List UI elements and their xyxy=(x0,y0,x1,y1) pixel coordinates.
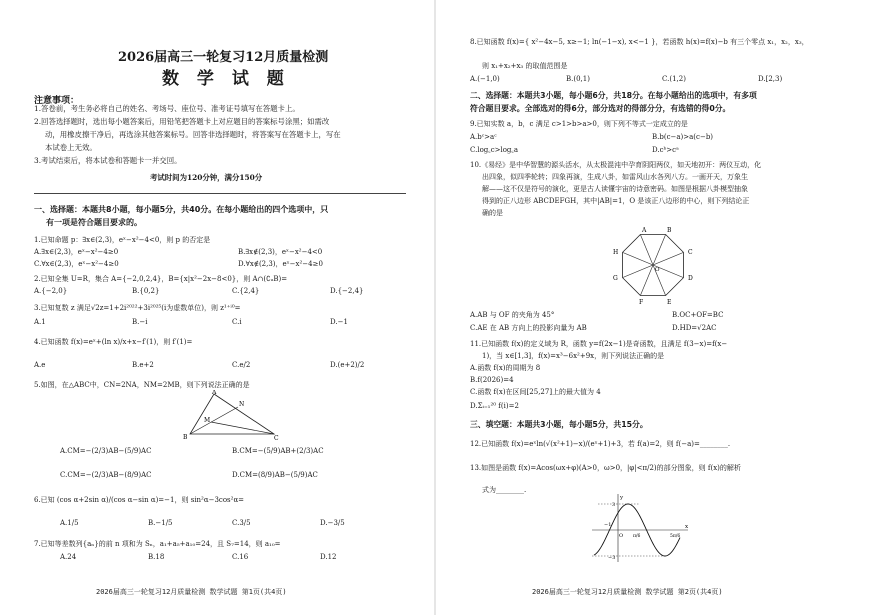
q8-option-a: A.(−1,0) xyxy=(470,75,500,83)
q4-stem: 4.已知函数 f(x)=eˣ+(ln x)/x+x−f′(1)，则 f′(1)= xyxy=(34,338,193,346)
section2-heading-2: 符合题目要求。全部选对的得6分，部分选对的得部分分，有选错的得0分。 xyxy=(470,104,731,113)
q1-option-b: B.∃x∉(2,3)，eˣ−x²−4<0 xyxy=(238,248,323,256)
q10-stem-3: 解——这不仅是符号的演化，更是古人读懂宇宙的诗意密码。如图是根据八卦模型抽象 xyxy=(482,185,748,193)
q2-option-a: A.{−2,0} xyxy=(34,287,68,295)
q2-option-c: C.{2,4} xyxy=(232,287,260,295)
q10-option-a: A.AB 与 OF 的夹角为 45° xyxy=(470,311,555,319)
q8-stem-1: 8.已知函数 f(x)={ x²−4x−5, x≥−1; ln(−1−x), x<−1 }，若函数 h(x)=f(x)−b 有三个零点 x₁，x₂，x₃， xyxy=(470,38,809,46)
q3-option-c: C.i xyxy=(232,318,242,326)
q11-option-b: B.f(2026)=4 xyxy=(470,376,514,384)
q13-stem-2: 式为________. xyxy=(482,486,527,494)
q10-stem-1: 10.《易经》是中华智慧的源头活水，从太极混沌中孕育阴阳两仪，如天地初开：两仪互动，化 xyxy=(470,161,762,169)
graph-y-label: y xyxy=(620,495,624,501)
notice-line-3: 动，用橡皮擦干净后，再选涂其他答案标号。回答非选择题时，将答案写在答题卡上，写在 xyxy=(45,130,341,139)
q11-stem-2: 1)，当 x∈[1,3]，f(x)=x³−6x²+9x，则下列说法正确的是 xyxy=(482,352,665,360)
right-footer: 2026届高三一轮复习12月质量检测 数学试题 第2页(共4页) xyxy=(532,588,723,596)
oct-label-o: O xyxy=(655,267,660,273)
q1-stem: 1.已知命题 p：∃x∈(2,3)，eˣ−x²−4<0，则 p 的否定是 xyxy=(34,236,211,244)
q9-option-a: A.bᶜ>aᶜ xyxy=(470,133,497,141)
q7-option-d: D.12 xyxy=(320,553,337,561)
q8-option-c: C.(1,2) xyxy=(662,75,686,83)
q3-option-a: A.1 xyxy=(34,318,46,326)
q10-option-c: C.AE 在 AB 方向上的投影向量为 AB xyxy=(470,324,587,332)
notice-heading: 注意事项： xyxy=(34,96,80,106)
q5-option-c: C.CM=−(2/3)AB−(8/9)AC xyxy=(60,471,152,479)
q9-option-b: B.b(c−a)>a(c−b) xyxy=(652,133,714,141)
octagon-lines xyxy=(623,235,684,296)
header-divider xyxy=(34,193,406,194)
q4-option-c: C.e/2 xyxy=(232,361,251,369)
q11-stem-1: 11.已知函数 f(x)的定义域为 R，函数 y=f(2x−1)是奇函数，且满足 f(3−x)=f(x− xyxy=(470,340,728,348)
q3-option-d: D.−1 xyxy=(330,318,348,326)
q11-option-a: A.函数 f(x)的周期为 8 xyxy=(470,364,541,372)
notice-line-1: 1.答卷前，考生务必将自己的姓名、考场号、座位号、准考证号填写在答题卡上。 xyxy=(34,104,300,113)
q2-option-b: B.{0,2} xyxy=(132,287,160,295)
label-c: C xyxy=(274,435,279,442)
oct-label-d: D xyxy=(688,275,693,282)
q1-option-a: A.∃x∈(2,3)，eˣ−x²−4≥0 xyxy=(34,248,119,256)
graph-tick-pi6: π/6 xyxy=(633,534,641,539)
q7-stem: 7.已知等差数列{aₙ}的前 n 项和为 Sₙ，a₁+a₅+a₁₀=24，且 S₇=14，则 a₁₀= xyxy=(34,540,281,548)
label-m: M xyxy=(204,417,211,424)
right-page xyxy=(436,0,870,615)
oct-label-e: E xyxy=(667,299,672,306)
graph-tick-3: 3 xyxy=(612,502,616,508)
q10-option-d: D.HD=√2AC xyxy=(672,324,717,332)
q1-option-c: C.∀x∈(2,3)，eˣ−x²−4≥0 xyxy=(34,260,119,268)
section3-heading: 三、填空题：本题共3小题，每小题5分，共15分。 xyxy=(470,420,648,429)
section1-heading-1: 一、选择题：本题共8小题，每小题5分，共40分。在每小题给出的四个选项中，只 xyxy=(34,205,329,214)
q13-stem-1: 13.如图是函数 f(x)=Acos(ωx+φ)(A>0，ω>0，|φ|<π/2)的部分图象，则 f(x)的解析 xyxy=(470,464,741,472)
cosine-graph xyxy=(588,492,692,564)
q4-option-a: A.e xyxy=(34,361,46,369)
q9-stem: 9.已知实数 a，b，c 满足 c>1>b>a>0，则下列不等式一定成立的是 xyxy=(470,120,688,128)
exam-title: 2026届高三一轮复习12月质量检测 xyxy=(118,50,329,65)
exam-subtitle: 数 学 试 题 xyxy=(162,69,290,89)
q7-option-c: C.16 xyxy=(232,553,249,561)
q10-stem-4: 得到的正八边形 ABCDEFGH，其中|AB|=1，O 是该正八边形的中心，则下列结论正 xyxy=(482,197,750,205)
segment-bn xyxy=(190,407,238,434)
label-n: N xyxy=(239,401,245,408)
oct-label-h: H xyxy=(613,249,619,256)
q2-stem: 2.已知全集 U=R，集合 A={−2,0,2,4}，B={x|x²−2x−8<0}，则 A∩(∁ᵤB)= xyxy=(34,275,288,283)
q9-option-d: D.cᵇ>cᵃ xyxy=(652,146,679,154)
q10-stem-5: 确的是 xyxy=(482,209,503,217)
section1-heading-2: 有一项是符合题目要求的。 xyxy=(46,218,142,227)
q6-stem: 6.已知 (cos α+2sin α)/(cos α−sin α)=−1，则 sin²α−3cos²α= xyxy=(34,496,245,504)
q1-option-d: D.∀x∉(2,3)，eˣ−x²−4≥0 xyxy=(238,260,323,268)
left-page xyxy=(0,0,434,615)
q2-option-d: D.{−2,4} xyxy=(330,287,364,295)
graph-tick-neg3: −3 xyxy=(608,555,616,561)
q5-option-b: B.CM=−(5/9)AB+(2/3)AC xyxy=(232,447,324,455)
q7-option-b: B.18 xyxy=(148,553,165,561)
q11-option-d: D.Σᵢ₌₁²⁰ f(i)=2 xyxy=(470,402,519,410)
q12-stem: 12.已知函数 f(x)=eˣln(√(x²+1)−x)/(eˣ+1)+3，若 f(a)=2，则 f(−a)=________. xyxy=(470,440,731,448)
q3-option-b: B.−i xyxy=(132,318,148,326)
oct-label-f: F xyxy=(639,299,644,306)
notice-line-2: 2.回答选择题时，选出每小题答案后，用铅笔把答题卡上对应题目的答案标号涂黑；如需改 xyxy=(34,117,330,126)
q11-option-c: C.函数 f(x)在区间[25,27]上的最大值为 4 xyxy=(470,388,601,396)
q3-stem: 3.已知复数 z 满足√2z=1+2i²⁰²²+3i²⁰²⁵(i为虚数单位)，则 z¹⁺ⁱ⁰= xyxy=(34,304,241,312)
oct-label-b: B xyxy=(667,227,672,234)
graph-tick-5pi6: 5π/6 xyxy=(670,534,681,539)
graph-tick-neg1: −1 xyxy=(604,522,612,528)
octagon-figure xyxy=(612,224,694,306)
oct-label-c: C xyxy=(688,249,693,256)
q8-stem-2: 则 x₁+x₂+x₃ 的取值范围是 xyxy=(482,62,568,70)
q7-option-a: A.24 xyxy=(60,553,77,561)
q5-stem: 5.如图，在△ABC中，CN=2NA，NM=2MB，则下列说法正确的是 xyxy=(34,381,250,389)
triangle-abc xyxy=(190,394,274,434)
q4-option-d: D.(e+2)/2 xyxy=(330,361,365,369)
section2-heading-1: 二、选择题：本题共3小题，每小题6分，共18分。在每小题给出的选项中，有多项 xyxy=(470,91,757,100)
notice-line-4: 本试卷上无效。 xyxy=(45,143,97,152)
q5-option-d: D.CM=(8/9)AB−(5/9)AC xyxy=(232,471,318,479)
q8-option-d: D.[2,3) xyxy=(758,75,783,83)
q5-option-a: A.CM=−(2/3)AB−(5/9)AC xyxy=(60,447,152,455)
q6-option-b: B.−1/5 xyxy=(148,519,173,527)
graph-origin: O xyxy=(619,533,624,539)
oct-label-g: G xyxy=(613,275,618,282)
q6-option-a: A.1/5 xyxy=(60,519,79,527)
graph-x-label: x xyxy=(685,524,689,530)
oct-label-a: A xyxy=(642,227,647,234)
notice-line-5: 3.考试结束后，将本试卷和答题卡一并交回。 xyxy=(34,156,182,165)
q4-option-b: B.e+2 xyxy=(132,361,154,369)
q6-option-c: C.3/5 xyxy=(232,519,251,527)
q10-option-b: B.OC+OF=BC xyxy=(672,311,724,319)
label-a: A xyxy=(212,390,217,396)
q6-option-d: D.−3/5 xyxy=(320,519,345,527)
left-footer: 2026届高三一轮复习12月质量检测 数学试题 第1页(共4页) xyxy=(96,588,287,596)
q9-option-c: C.log꜀c>log꜀a xyxy=(470,146,519,154)
q8-option-b: B.(0,1) xyxy=(566,75,590,83)
exam-time: 考试时间为120分钟，满分150分 xyxy=(150,173,263,182)
label-b: B xyxy=(183,434,188,441)
q10-stem-2: 出四象，似四季轮转；四象再演，生成八卦，如雷风山水各列八方。一画开天，万象生 xyxy=(482,173,748,181)
triangle-figure xyxy=(182,390,282,442)
